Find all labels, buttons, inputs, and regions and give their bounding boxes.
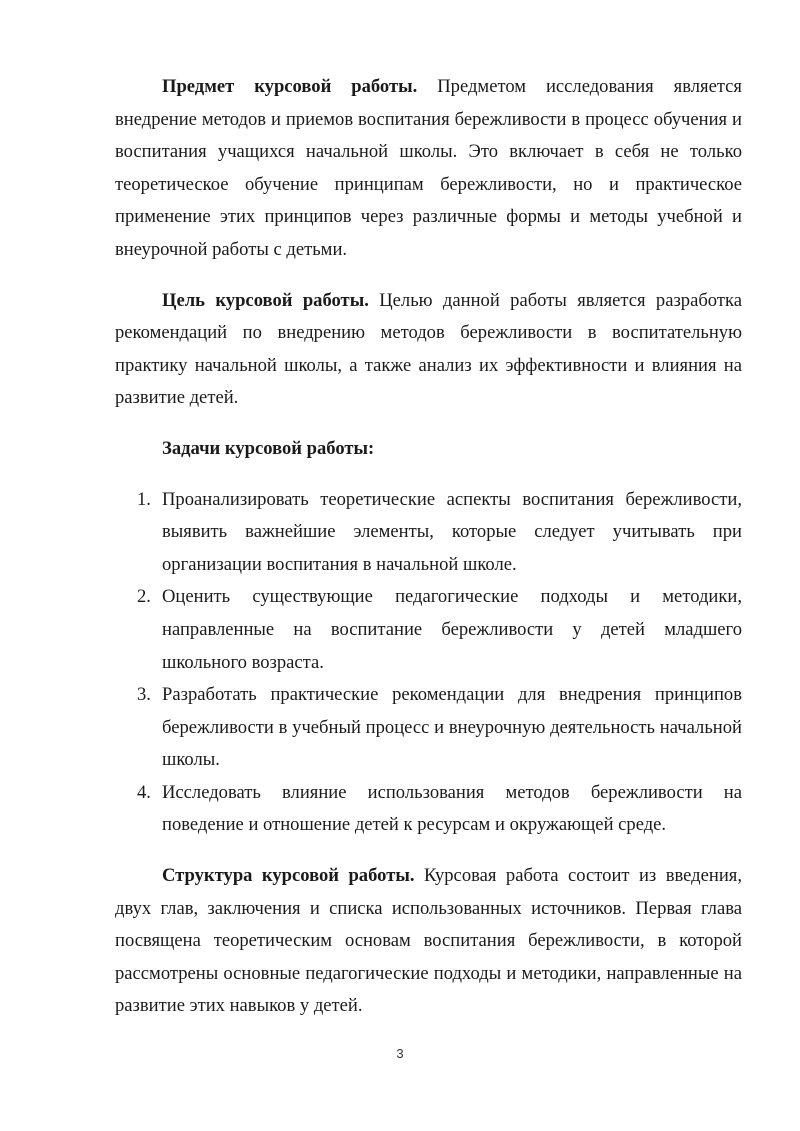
list-item	[115, 581, 742, 679]
tasks-list	[115, 484, 742, 843]
list-item	[115, 679, 742, 777]
list-item-number: 4.	[137, 781, 151, 803]
structure-paragraph	[115, 860, 742, 1023]
list-item	[115, 484, 742, 582]
subject-paragraph	[115, 71, 742, 267]
structure-label: Структура курсовой работы.	[162, 865, 415, 887]
list-item-number: 3.	[137, 684, 151, 706]
list-item-text: Проанализировать теоретические аспекты воспитания бережливости, выявить важнейшие элементы, которые следует учитывать при организации воспитания в начальной школе.	[162, 488, 742, 575]
goal-paragraph	[115, 285, 742, 415]
list-item-number: 2.	[137, 586, 151, 608]
subject-text: Предметом исследования является внедрение методов и приемов воспитания бережливости в процесс обучения и воспитания учащихся начальной школы. Это включает в себя не только теоретическое обучение принципам бережливости, но и практическое применение этих принципов через различные формы и методы учебной и внеурочной работы с детьми.	[115, 76, 742, 260]
list-item-text: Оценить существующие педагогические подходы и методики, направленные на воспитание бережливости у детей младшего школьного возраста.	[162, 586, 742, 673]
page-number: 3	[396, 1046, 404, 1061]
list-item	[115, 777, 742, 842]
subject-label: Предмет курсовой работы.	[162, 76, 418, 97]
goal-text: Целью данной работы является разработка рекомендаций по внедрению методов бережливости в воспитательную практику начальной школы, а также анализ их эффективности и влияния на развитие детей.	[115, 289, 742, 409]
list-item-text: Разработать практические рекомендации для внедрения принципов бережливости в учебный процесс и внеурочную деятельность начальной школы.	[162, 684, 742, 771]
list-item-text: Исследовать влияние использования методов бережливости на поведение и отношение детей к ресурсам и окружающей среде.	[162, 781, 742, 836]
list-item-number: 1.	[137, 488, 151, 510]
page-content	[115, 71, 742, 1041]
structure-text: Курсовая работа состоит из введения, двух глав, заключения и списка использованных источников. Первая глава посвящена теоретическим основам воспитания бережливости, в которой рассмотрены основные педагогические подходы и методики, направленные на развитие этих навыков у детей.	[115, 865, 742, 1017]
goal-label: Цель курсовой работы.	[162, 289, 369, 311]
tasks-heading: Задачи курсовой работы:	[162, 437, 375, 459]
